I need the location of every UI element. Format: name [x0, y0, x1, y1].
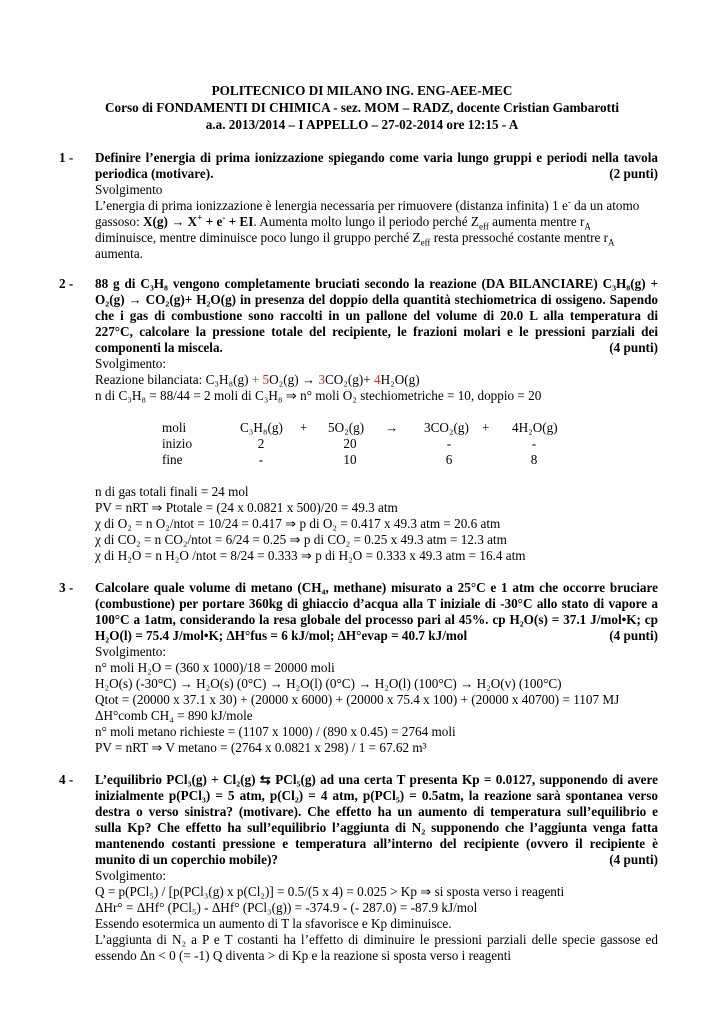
q3-number: 3 - [59, 580, 74, 595]
table-cell: 2 [257, 436, 265, 451]
header-course: Corso di FONDAMENTI DI CHIMICA - sez. MOM – RADZ, docente Cristian Gambarotti [104, 100, 620, 115]
table-cell: 8 [530, 452, 538, 467]
header-institution: POLITECNICO DI MILANO ING. ENG-AEE-MEC [211, 83, 513, 98]
q4-number: 4 - [59, 772, 74, 787]
q2-h2o-fraction: χ di H₂O = n H₂O /ntot = 8/24 = 0.333 ⇒ p di H₂O = 0.333 x 49.3 atm = 16.4 atm [95, 548, 526, 563]
q1-answer-line4: aumenta. [95, 246, 143, 261]
q1-number: 1 - [59, 150, 74, 165]
q2-points: (4 punti) [609, 340, 658, 355]
q3-text-line1: Calcolare quale volume di metano (CH₄, methane) misurato a 25°C e 1 atm che occorre bruciare [95, 580, 658, 595]
q4-text-line1: L’equilibrio PCl₃(g) + Cl₂(g) ⇆ PCl₅(g) ad una certa T presenta Kp = 0.0127, supponendo di avere [95, 772, 658, 787]
table-cell: + [300, 420, 308, 435]
q2-co2-fraction: χ di CO₂ = n CO₂/ntot = 6/24 = 0.25 ⇒ p di CO₂ = 0.25 x 49.3 atm = 12.3 atm [95, 532, 507, 547]
q4-nitrogen-effect-line2: essendo Δn < 0 (= -1) Q diventa > di Kp e la reazione si sposta verso i reagenti [95, 948, 512, 963]
q1-answer-line2: gassoso: X(g) → X+ + e- + EI. Aumenta molto lungo il periodo perché $Z_{eff}$ aumenta mentre $r_A$ [95, 212, 591, 232]
q3-svolgimento-label: Svolgimento: [95, 644, 167, 659]
q4-text-line4: sulla Kp? Che effetto ha sull’equilibrio l’aggiunta di N₂ supponendo che l’aggiunta venga fatta [95, 820, 658, 835]
q2-balanced-reaction: Reazione bilanciata: C₃H₈(g) + 5O₂(g) → 3CO₂(g)+ 4H₂O(g) [95, 372, 420, 387]
table-cell: - [446, 436, 452, 451]
table-cell: moli [162, 420, 187, 435]
q3-text-line2: (combustione) per portare 360kg di ghiaccio d’acqua alla T iniziale di -30°C allo stato di vapore a [95, 596, 658, 611]
q1-points: (2 punti) [609, 166, 658, 181]
q4-svolgimento-label: Svolgimento: [95, 868, 167, 883]
table-cell: 3CO₂(g) [424, 420, 469, 435]
table-cell: → [385, 420, 399, 435]
q4-text-line5: mantenendo costanti pressione e temperatura all’interno del recipiente (ovvero il recipiente è [95, 836, 658, 851]
q2-svolgimento-label: Svolgimento: [95, 356, 167, 371]
q2-total-pressure: PV = nRT ⇒ Ptotale = (24 x 0.0821 x 500)/20 = 49.3 atm [95, 500, 398, 515]
q3-methane-volume: PV = nRT ⇒ V metano = (2764 x 0.0821 x 298) / 1 = 67.62 m³ [95, 740, 427, 755]
q2-moles-line: n di C₃H₈ = 88/44 = 2 moli di C₃H₈ ⇒ n° moli O₂ stechiometriche = 10, doppio = 20 [95, 388, 542, 403]
q1-text-line2: periodica (motivare). [95, 166, 214, 181]
q3-text-line3: 100°C a 1atm, considerando la resa globale del processo pari al 45%. cp H₂O(s) = 37.1 J/mol•K; cp [95, 612, 658, 627]
table-cell: 20 [343, 436, 357, 451]
table-cell: fine [162, 452, 183, 467]
q4-enthalpy: ΔHr° = ΔHf° (PCl₅) - ΔHf° (PCl₃(g)) = -374.9 - (- 287.0) = -87.9 kJ/mol [95, 900, 478, 915]
q1-answer-line3: diminuisce, mentre diminuisce poco lungo il gruppo perché $Z_{eff}$ resta pressoché costante mentre $r_A$ [95, 230, 615, 248]
q4-text-line2: inizialmente p(PCl₃) = 5 atm, p(Cl₂) = 4 atm, p(PCl₅) = 0.5atm, la reazione sarà spontanea verso [95, 788, 658, 803]
table-cell: inizio [162, 436, 193, 451]
q3-phase-path: H₂O(s) (-30°C) → H₂O(s) (0°C) → H₂O(l) (0°C) → H₂O(l) (100°C) → H₂O(v) (100°C) [95, 676, 562, 691]
header-session: a.a. 2013/2014 – I APPELLO – 27-02-2014 ore 12:15 - A [205, 117, 519, 132]
q3-methane-moles: n° moli metano richieste = (1107 x 1000) / (890 x 0.45) = 2764 moli [95, 724, 456, 739]
q2-number: 2 - [59, 276, 74, 291]
q3-points: (4 punti) [609, 628, 658, 643]
table-cell: + [482, 420, 490, 435]
q2-o2-fraction: χ di O₂ = n O₂/ntot = 10/24 = 0.417 ⇒ p di O₂ = 0.417 x 49.3 atm = 20.6 atm [95, 516, 501, 531]
q2-text-line3: che i gas di combustione sono raccolti in un pallone del volume di 20.0 L alla temperatura di [95, 308, 658, 323]
q4-reaction-quotient: Q = p(PCl₅) / [p(PCl₃(g) x p(Cl₂)] = 0.5/(5 x 4) = 0.025 > Kp ⇒ si sposta verso i reagenti [95, 884, 565, 899]
table-cell: 5O₂(g) [328, 420, 365, 435]
q1-answer-line1: L’energia di prima ionizzazione è lenergia necessaria per rimuovere (distanza infinita) 1 e- da un atomo [95, 196, 640, 213]
q1-text-line1: Definire l’energia di prima ionizzazione spiegando come varia lungo gruppi e periodi nella tavola [95, 150, 658, 165]
table-cell: 4H₂O(g) [512, 420, 558, 435]
table-cell: - [531, 436, 537, 451]
table-cell: 10 [343, 452, 357, 467]
q4-text-line6: munito di un coperchio mobile)? [95, 852, 278, 867]
table-cell: C₃H₈(g) [240, 420, 283, 435]
table-cell: - [258, 452, 264, 467]
q2-text-line5: componenti la miscela. [95, 340, 223, 355]
q4-points: (4 punti) [609, 852, 658, 867]
q4-text-line3: destra o verso sinistra? (motivare). Che effetto ha un aumento di temperatura sull’equilibrio e [95, 804, 658, 819]
q3-combustion-enthalpy: ΔH°comb CH₄ = 890 kJ/mole [95, 708, 253, 723]
q3-total-heat: Qtot = (20000 x 37.1 x 30) + (20000 x 6000) + (20000 x 75.4 x 100) + (20000 x 40700) = 1107 MJ [95, 692, 620, 707]
table-cell: 6 [445, 452, 453, 467]
q4-temperature-effect: Essendo esotermica un aumento di T la sfavorisce e Kp diminuisce. [95, 916, 452, 931]
q2-total-moles: n di gas totali finali = 24 mol [95, 484, 249, 499]
q3-text-line4: H₂O(l) = 75.4 J/mol•K; ΔH°fus = 6 kJ/mol; ΔH°evap = 40.7 kJ/mol [95, 628, 468, 643]
q2-text-line1: 88 g di C₃H₈ vengono completamente bruciati secondo la reazione (DA BILANCIARE) C₃H₈(g) + [95, 276, 658, 291]
q2-text-line4: 227°C, calcolare la pressione totale del recipiente, le frazioni molari e le pressioni parziali dei [95, 324, 658, 339]
q1-svolgimento-label: Svolgimento [95, 182, 163, 197]
q4-nitrogen-effect-line1: L’aggiunta di N₂ a P e T costanti ha l’effetto di diminuire le pressioni parziali delle specie gassose ed [95, 932, 658, 947]
q2-text-line2: O₂(g) → CO₂(g)+ H₂O(g) in presenza del doppio della quantità stechiometrica di ossigeno. Sapendo [95, 292, 658, 307]
q3-moles-water: n° moli H₂O = (360 x 1000)/18 = 20000 moli [95, 660, 335, 675]
